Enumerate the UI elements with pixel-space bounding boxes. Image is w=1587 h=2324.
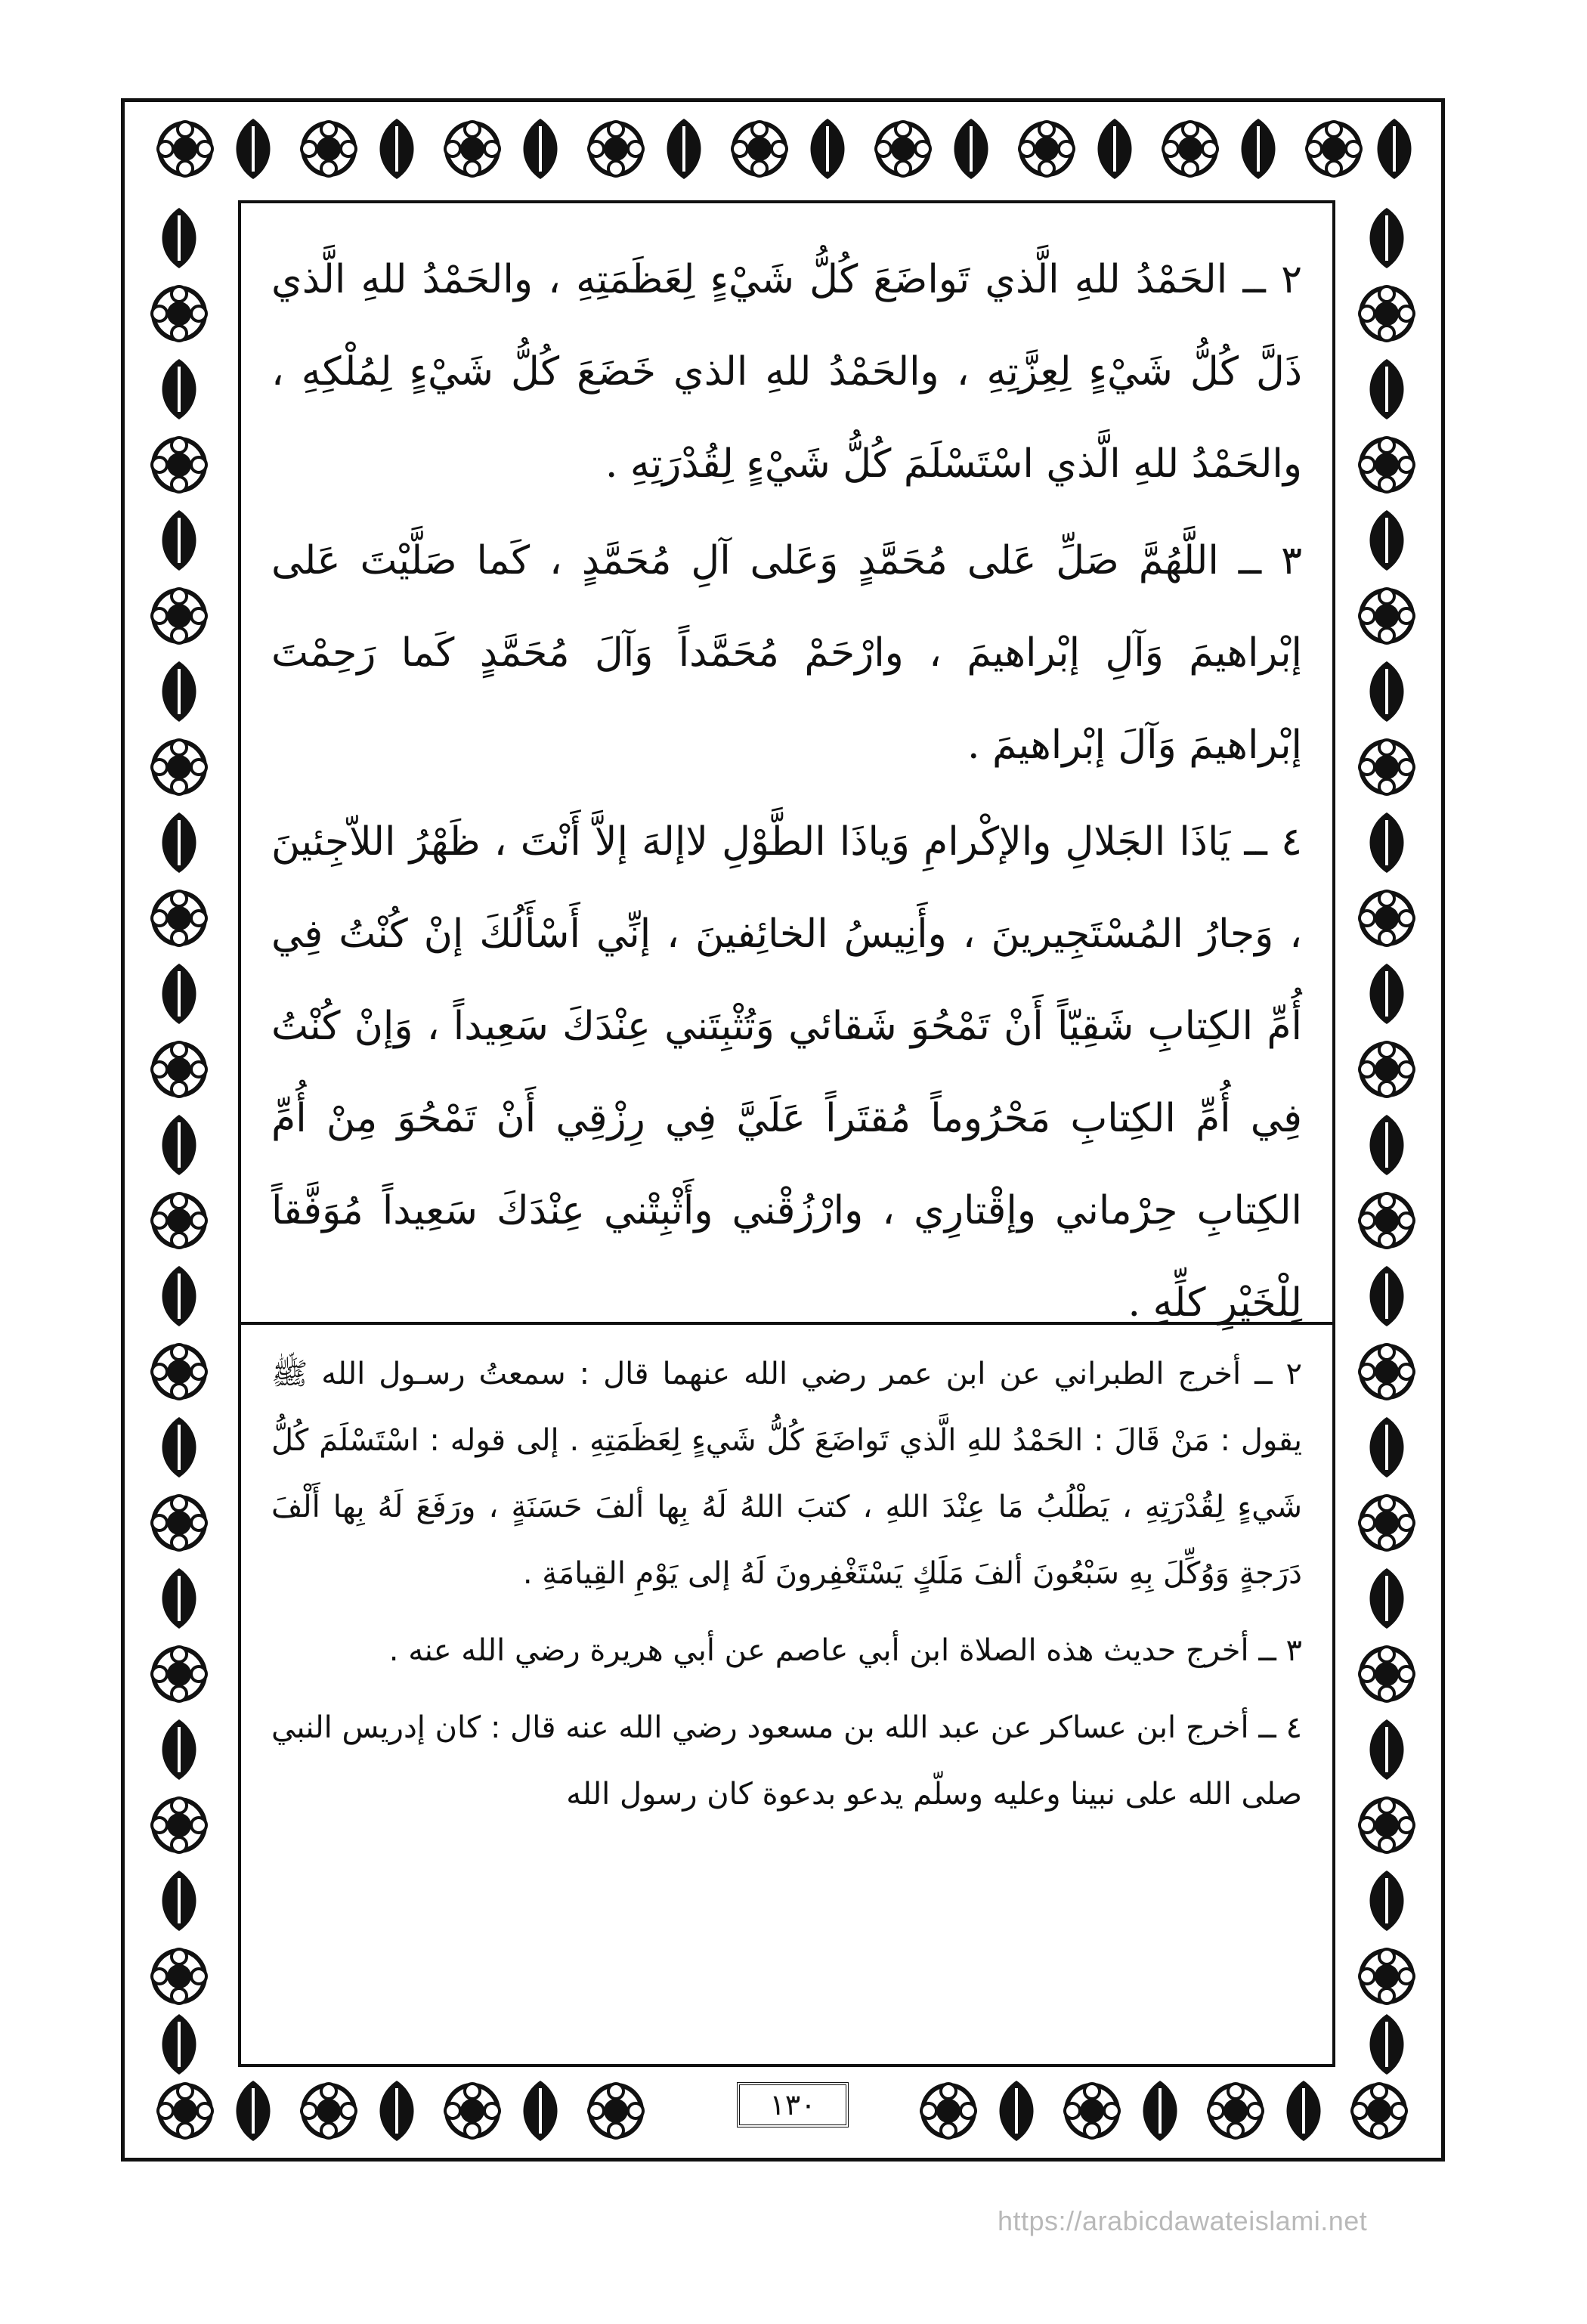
footnote-divider — [241, 1322, 1332, 1325]
paragraph-2: ٢ ــ الحَمْدُ للهِ الَّذي تَواضَعَ كُلُّ شَيْءٍ لِعَظَمَتِهِ ، والحَمْدُ للهِ الَّذي ذَلَّ كُلُّ شَيْءٍ لِعِزَّتِهِ ، والحَمْدُ للهِ الذي خَضَعَ كُلُّ شَيْءٍ لِمُلْكِهِ ، والحَمْدُ للهِ الَّذي اسْتَسْلَمَ كُلُّ شَيْءٍ لِقُدْرَتِهِ . — [271, 257, 1302, 487]
page-border-frame — [121, 98, 1445, 2162]
paragraph-4: ٤ ــ يَاذَا الجَلالِ والإكْرامِ وَياذَا الطَّوْلِ لاإلهَ إلاَّ أَنْتَ ، ظَهْرُ اللاّجِئينَ ، وَجارُ المُسْتَجِيرينَ ، وأَنِيسُ الخائِفينَ ، إنِّي أَسْأَلُكَ إنْ كُنْتُ فِي أُمِّ الكِتابِ شَقِيّاً أَنْ تَمْحُوَ شَقائي وَتُثْبِتَني عِنْدَكَ سَعِيداً ، وَإنْ كُنْتُ فِي أُمِّ الكِتابِ مَحْرُوماً مُقتَراً عَلَيَّ فِي رِزْقِي أَنْ تَمْحُوَ مِنْ أُمِّ الكِتابِ حِرْماني وإقْتارِي ، وارْزُقْني وأَثْبِتْني عِنْدَكَ سَعِيداً مُوَفَّقاً لِلْخَيْرِ كلِّهِ . — [271, 819, 1302, 1326]
paragraph-3: ٣ ــ اللَّهُمَّ صَلِّ عَلى مُحَمَّدٍ وَعَلى آلِ مُحَمَّدٍ ، كَما صَلَّيْتَ عَلى إبْراهيمَ وَآلِ إبْراهيمَ ، وارْحَمْ مُحَمَّداً وَآلَ مُحَمَّدٍ كَما رَحِمْتَ إبْراهيمَ وَآلَ إبْراهيمَ . — [271, 538, 1302, 768]
content-frame — [238, 200, 1335, 2067]
footnote-2: ٢ ــ أخرج الطبراني عن ابن عمر رضي الله عنهما قال : سمعتُ رسـول الله ﷺ يقول : مَنْ قَالَ : الحَمْدُ للهِ الَّذي تَواضَعَ كُلُّ شَيءٍ لِعَظَمَتِهِ . إلى قوله : اسْتَسْلَمَ كُلُّ شَيءٍ لِقُدْرَتِهِ ، يَطْلُبُ مَا عِنْدَ اللهِ ، كتبَ اللهُ لَهُ بِها ألفَ حَسَنَةٍ ، ورَفَعَ لَهُ بِها أَلْفَ دَرَجةٍ وَوُكِّلَ بِهِ سَبْعُونَ ألفَ مَلَكٍ يَسْتَغْفِرونَ لَهُ إلى يَوْمِ القِيامَةِ . — [271, 1357, 1302, 1591]
main-text-section — [271, 234, 1302, 1326]
footnotes-section — [271, 1341, 1302, 2051]
page-number: ١٣٠ — [737, 2082, 849, 2127]
footnote-4: ٤ ــ أخرج ابن عساكر عن عبد الله بن مسعود رضي الله عنه قال : كان إدريس النبي صلى الله على نبينا وعليه وسلّم يدعو بدعوة كان رسول الله — [271, 1710, 1302, 1812]
footnote-3: ٣ ــ أخرج حديث هذه الصلاة ابن أبي عاصم عن أبي هريرة رضي الله عنه . — [388, 1633, 1302, 1668]
watermark-url: https://arabicdawateislami.net — [998, 2205, 1368, 2236]
